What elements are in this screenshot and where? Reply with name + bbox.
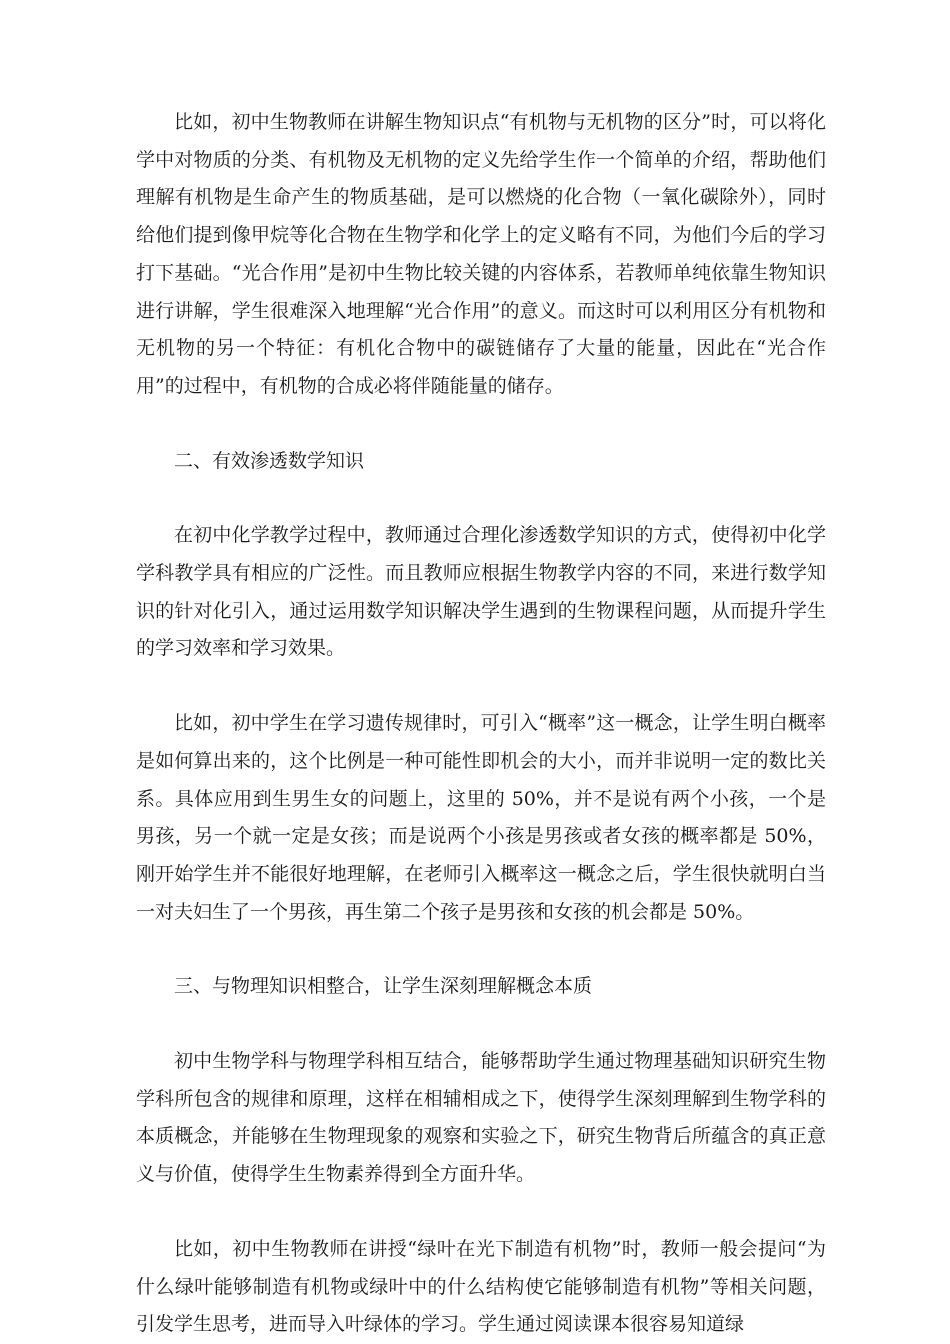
paragraph-physics-integration: 初中生物学科与物理学科相互结合，能够帮助学生通过物理基础知识研究生物学科所包含的规律和原理，这样在相辅相成之下，使得学生深刻理解到生物学科的本质概念，并能够在生物理现象的观察和实验之下，研究生物背后所蕴含的真正意义与价值，使得学生生物素养得到全方面升华。 xyxy=(136,1050,826,1186)
paragraph-probability-example: 比如，初中学生在学习遗传规律时，可引入“概率”这一概念，让学生明白概率是如何算出来的，这个比例是一种可能性即机会的大小，而并非说明一定的数比关系。具体应用到生男生女的问题上，这里的 50%，并不是说有两个小孩，一个是男孩，另一个就一定是女孩；而是说两个小孩是男孩或者女孩的概率都是 50%，刚开始学生并不能很好地理解，在老师引入概率这一概念之后，学生很快就明白当一对夫妇生了一个男孩，再生第二个孩子是男孩和女孩的机会都是 50%。 xyxy=(136,712,826,923)
paragraph-organic-inorganic-example: 比如，初中生物教师在讲解生物知识点“有机物与无机物的区分”时，可以将化学中对物质的分类、有机物及无机物的定义先给学生作一个简单的介绍，帮助他们理解有机物是生命产生的物质基础，是可以燃烧的化合物（一氧化碳除外），同时给他们提到像甲烷等化合物在生物学和化学上的定义略有不同，为他们今后的学习打下基础。“光合作用”是初中生物比较关键的内容体系，若教师单纯依靠生物知识进行讲解，学生很难深入地理解“光合作用”的意义。而这时可以利用区分有机物和无机物的另一个特征：有机化合物中的碳链储存了大量的能量，因此在“光合作用”的过程中，有机物的合成必将伴随能量的储存。 xyxy=(136,111,826,397)
section-heading-physics: 三、与物理知识相整合，让学生深刻理解概念本质 xyxy=(174,975,593,998)
paragraph-photosynthesis-example: 比如，初中生物教师在讲授“绿叶在光下制造有机物”时，教师一般会提问“为什么绿叶能够制造有机物或绿叶中的什么结构使它能够制造有机物”等相关问题，引发学生思考，进而导入叶绿体的学习。学生通过阅读课本很容易知道绿 xyxy=(136,1237,826,1336)
paragraph-math-infiltration: 在初中化学教学过程中，教师通过合理化渗透数学知识的方式，使得初中化学学科教学具有相应的广泛性。而且教师应根据生物教学内容的不同，来进行数学知识的针对化引入，通过运用数学知识解决学生遇到的生物课程问题，从而提升学生的学习效率和学习效果。 xyxy=(136,524,826,660)
section-heading-math: 二、有效渗透数学知识 xyxy=(174,449,365,472)
document-body xyxy=(136,104,826,1344)
